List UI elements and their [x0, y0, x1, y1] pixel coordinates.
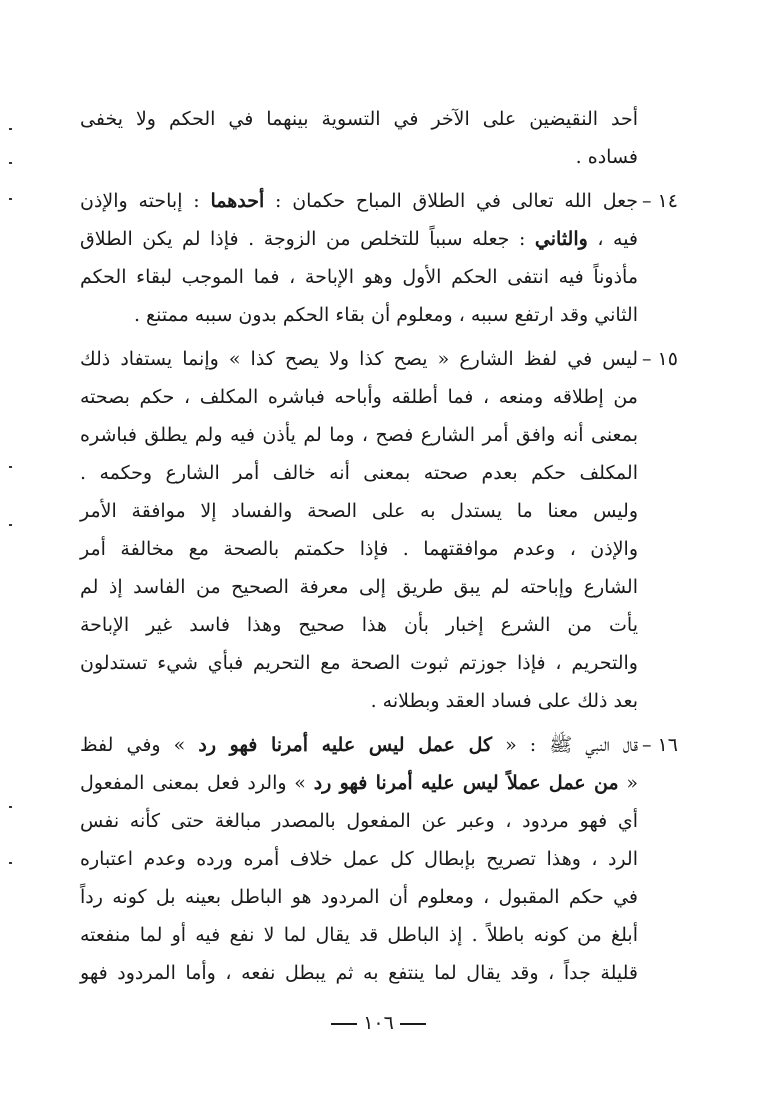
text-line: وليس معنا ما يستدل به على الصحة والفساد إلا موافقة الأمر	[80, 500, 638, 522]
text-line	[80, 726, 638, 764]
footer-dash	[331, 1023, 357, 1025]
margin-mark	[9, 162, 12, 164]
text-line: قليلة جداً ، وقد يقال لما ينتفع به ثم يبطل نفعه ، وأما المردود فهو	[80, 962, 638, 984]
text-line: مأذوناً فيه انتفى الحكم الأول وهو الإباحة ، فما الموجب لبقاء الحكم	[80, 266, 638, 288]
margin-mark	[9, 806, 12, 808]
text-line: ليس في لفظ الشارع « يصح كذا ولا يصح كذا » وإنما يستفاد ذلك	[80, 348, 638, 370]
text-line: الثاني وقد ارتفع سببه ، ومعلوم أن بقاء الحكم بدون سببه ممتنع .	[133, 304, 638, 326]
text-line: الرد ، وهذا تصريح بإبطال كل عمل خلاف أمره ورده وعدم اعتباره	[80, 848, 638, 870]
item-number: ١٦ –	[642, 734, 678, 756]
page-body	[80, 100, 678, 998]
text-line: يأت من الشرع إخبار بأن هذا صحيح وهذا فاسد غير الإباحة	[80, 614, 638, 636]
text-line: أحد النقيضين على الآخر في التسوية بينهما في الحكم ولا يخفى	[80, 108, 638, 130]
text-line: بمعنى أنه وافق أمر الشارع فصح ، وما لم يأذن فيه ولم يطلق فباشره	[80, 424, 638, 446]
text-line: بعد ذلك على فساد العقد وبطلانه .	[370, 690, 638, 712]
text-segment: : إباحته والإذن	[80, 190, 211, 212]
item-number: ١٤ –	[642, 190, 678, 212]
text-line: أبلغ من كونه باطلاً . إذ الباطل قد يقال لما لا نفع فيه أو لما منفعته	[80, 924, 638, 946]
item-number: ١٥ –	[642, 348, 678, 370]
text-line	[80, 182, 638, 220]
text-line: فساده .	[575, 146, 638, 168]
page-number: ١٠٦	[363, 1012, 394, 1034]
text-line: في حكم المقبول ، ومعلوم أن المردود هو الباطل بعينه بل كونه رداً	[80, 886, 638, 908]
bold-term: أحدهما	[210, 190, 265, 212]
text-line: أي فهو مردود ، وعبر عن المفعول بالمصدر مبالغة حتى كأنه نفس	[80, 810, 638, 832]
text-line: المكلف حكم بعدم صحته بمعنى أنه خالف أمر الشارع وحكمه .	[80, 462, 638, 484]
intro-paragraph	[80, 100, 638, 176]
text-segment: جعل الله تعالى في الطلاق المباح حكمان :	[264, 190, 638, 212]
text-segment: قال النبي ﷺ : «	[492, 734, 638, 756]
text-line: والإذن ، وعدم موافقتهما . فإذا حكمتم بالصحة مع مخالفة أمر	[80, 538, 638, 560]
text-line: من إطلاقه ومنعه ، فما أطلقه وأباحه فباشره المكلف ، حكم بصحته	[80, 386, 638, 408]
margin-mark	[9, 198, 12, 200]
item-15	[80, 340, 678, 720]
margin-mark	[9, 128, 12, 130]
text-line	[80, 220, 638, 258]
item-16	[80, 726, 678, 992]
text-segment: » والرد فعل بمعنى المفعول	[80, 772, 314, 794]
item-14	[80, 182, 678, 334]
text-line: والتحريم ، فإذا جوزتم ثبوت الصحة مع التحريم فبأي شيء تستدلون	[80, 652, 638, 674]
text-line	[80, 764, 638, 802]
bold-term: والثاني	[534, 228, 588, 250]
margin-mark	[9, 466, 12, 468]
text-segment: «	[618, 772, 638, 794]
footer-dash	[400, 1023, 426, 1025]
text-segment: فيه ،	[587, 228, 639, 250]
text-line: الشارع وإباحته لم يبق طريق إلى معرفة الصحيح من الفاسد إذ لم	[80, 576, 638, 598]
bold-hadith: كل عمل ليس عليه أمرنا فهو رد	[198, 734, 493, 756]
text-segment: : جعله سبباً للتخلص من الزوجة . فإذا لم يكن الطلاق	[80, 228, 535, 250]
margin-mark	[9, 862, 12, 864]
text-segment: » وفي لفظ	[80, 734, 199, 756]
page-footer	[0, 1012, 757, 1034]
margin-mark	[9, 524, 12, 526]
bold-hadith: من عمل عملاً ليس عليه أمرنا فهو رد	[313, 772, 619, 794]
